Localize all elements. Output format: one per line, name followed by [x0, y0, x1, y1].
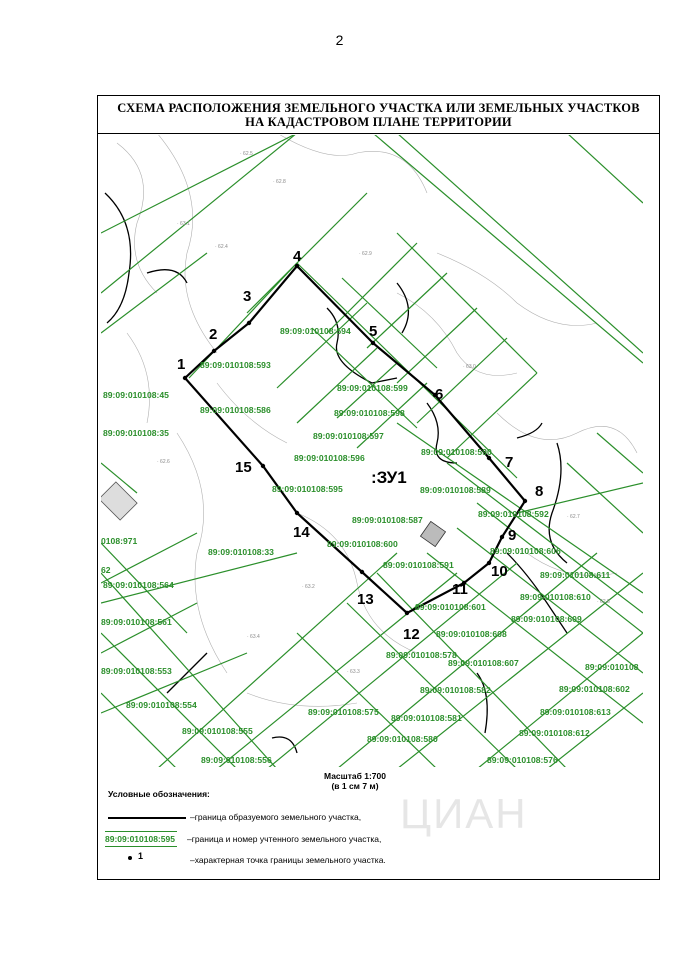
- parcel-label: 89:09:010108:556: [201, 755, 272, 765]
- elevation-mark: · 63.4: [247, 634, 260, 640]
- parcel-label: 89:09:010108:596: [294, 453, 365, 463]
- boundary-point-dot: [261, 464, 265, 468]
- parcel-label: 89:09:010108:590: [421, 447, 492, 457]
- parcel-label: 89:09:010108:610: [520, 592, 591, 602]
- elevation-mark: · 62.8: [273, 179, 286, 185]
- parcel-label: 89:09:010108:586: [200, 405, 271, 415]
- boundary-point-number: 13: [357, 591, 374, 608]
- boundary-point-dot: [371, 341, 375, 345]
- boundary-point-number: 6: [435, 386, 444, 403]
- parcel-label: 89:09:010108:593: [200, 360, 271, 370]
- boundary-point-number: 15: [235, 459, 252, 476]
- elevation-mark: · 63.0: [463, 364, 476, 370]
- parcel-label: 89:09:010108:612: [519, 728, 590, 738]
- parcel-label: 89:09:010108:589: [420, 485, 491, 495]
- parcel-label: 89:09:010108:561: [101, 617, 172, 627]
- parcel-label: 89:09:010108:600: [327, 539, 398, 549]
- map-title: [97, 101, 660, 129]
- parcel-label: 89:09:010108:611: [540, 570, 611, 580]
- legend-point-dot: [128, 856, 132, 860]
- boundary-point-dot: [360, 570, 364, 574]
- boundary-point-dot: [405, 611, 409, 615]
- elevation-mark: · 62.6: [157, 459, 170, 465]
- boundary-point-dot: [295, 511, 299, 515]
- boundary-point-number: 14: [293, 524, 310, 541]
- elevation-mark: · 63.1: [177, 221, 190, 227]
- parcel-boundaries: [101, 133, 643, 769]
- boundary-point-number: 7: [505, 454, 514, 471]
- legend-parcel-text: –граница и номер учтенного земельного участка,: [187, 834, 382, 844]
- parcel-label: 89:09:010108:576: [487, 755, 558, 765]
- legend-parcel-swatch: 89:09:010108:595: [105, 834, 175, 844]
- parcel-label: 89:09:010108:613: [540, 707, 611, 717]
- parcel-label: 89:09:010108:580: [367, 734, 438, 744]
- watermark: ЦИАН: [400, 790, 528, 837]
- boundary-point-number: 4: [293, 248, 302, 265]
- parcel-label: 89:09:010108:608: [436, 629, 507, 639]
- new-plot-label: :ЗУ1: [371, 468, 407, 487]
- elevation-mark: · 62.4: [215, 244, 228, 250]
- elevation-mark: · 62.9: [359, 251, 372, 257]
- legend-boundary-text: –граница образуемого земельного участка,: [190, 812, 362, 822]
- boundary-point-number: 11: [452, 581, 468, 598]
- legend-title: Условные обозначения:: [108, 789, 210, 799]
- legend-point-number: 1: [138, 851, 144, 861]
- boundary-point-number: 3: [243, 288, 252, 305]
- boundary-point-number: 2: [209, 326, 218, 343]
- legend-boundary-swatch: [108, 817, 186, 819]
- parcel-label: 89:09:010108:609: [511, 614, 582, 624]
- boundary-point-number: 5: [369, 323, 378, 340]
- title-line-2: НА КАДАСТРОВОМ ПЛАНЕ ТЕРРИТОРИИ: [245, 115, 512, 129]
- parcel-label: 62: [101, 565, 111, 575]
- parcel-label: 89:09:010108:594: [280, 326, 351, 336]
- parcel-label: 89:09:010108:592: [478, 509, 549, 519]
- parcel-label: 89:09:010108:587: [352, 515, 423, 525]
- scale-note: (в 1 см 7 м): [331, 781, 379, 791]
- boundary-point-number: 10: [491, 563, 508, 580]
- boundary-point-dot: [183, 376, 187, 380]
- parcel-label: 89:09:010108:564: [103, 580, 174, 590]
- boundary-point-number: 9: [508, 527, 517, 544]
- parcel-label: 89:09:010108:33: [208, 547, 274, 557]
- parcel-label: 89:09:010108:591: [383, 560, 454, 570]
- boundary-point-dot: [500, 535, 504, 539]
- map-scale: [290, 771, 420, 791]
- scale-ratio: Масштаб 1:700: [324, 771, 386, 781]
- boundary-point-number: 1: [177, 356, 186, 373]
- parcel-label: 89:09:010108:578: [386, 650, 457, 660]
- parcel-labels: [101, 326, 639, 765]
- parcel-label: 0108:971: [101, 536, 138, 546]
- boundary-point-dot: [523, 499, 527, 503]
- parcel-label: 89:09:010108:581: [391, 713, 462, 723]
- parcel-label: 89:09:010108:575: [308, 707, 379, 717]
- elevation-mark: · 63.2: [302, 584, 315, 590]
- cadastral-map: [97, 133, 660, 769]
- parcel-label: 89:09:010108:598: [334, 408, 405, 418]
- parcel-label: 89:09:010108:606: [490, 546, 561, 556]
- legend-point-text: –характерная точка границы земельного участка.: [190, 855, 386, 865]
- elevation-mark: · 62.7: [567, 514, 580, 520]
- parcel-label: 89:09:010108:553: [101, 666, 172, 676]
- parcel-label: 89:09:010108:597: [313, 431, 384, 441]
- elevation-mark: · 62.8: [597, 599, 610, 605]
- parcel-label: 89:09:010108:45: [103, 390, 169, 400]
- building-shape: [420, 521, 445, 546]
- parcel-label: 89:09:010108:582: [420, 685, 491, 695]
- parcel-label: 89:09:010108:602: [559, 684, 630, 694]
- parcel-label: 89:09:010108:599: [337, 383, 408, 393]
- parcel-label: 89:09:010108:555: [182, 726, 253, 736]
- boundary-point-number: 8: [535, 483, 544, 500]
- parcel-label: 89:09:010108:607: [448, 658, 519, 668]
- parcel-label: 89:09:010108:35: [103, 428, 169, 438]
- parcel-label: 89:09:010108: [585, 662, 639, 672]
- boundary-point-dot: [247, 321, 251, 325]
- parcel-label: 89:09:010108:601: [415, 602, 486, 612]
- title-line-1: СХЕМА РАСПОЛОЖЕНИЯ ЗЕМЕЛЬНОГО УЧАСТКА ИЛИ ЗЕМЕЛЬНЫХ УЧАСТКОВ: [117, 101, 640, 115]
- page-number: 2: [335, 32, 344, 48]
- boundary-point-number: 12: [403, 626, 420, 643]
- parcel-label: 89:09:010108:595: [272, 484, 343, 494]
- parcel-label: 89:09:010108:554: [126, 700, 197, 710]
- elevation-mark: · 63.3: [347, 669, 360, 675]
- boundary-point-dot: [212, 349, 216, 353]
- elevation-mark: · 62.5: [240, 151, 253, 157]
